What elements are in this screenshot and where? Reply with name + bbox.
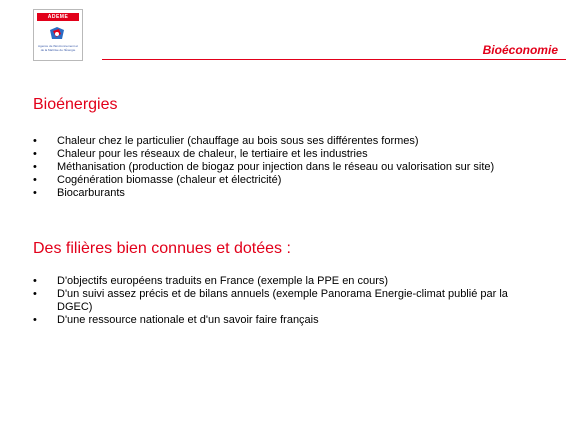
bioenergies-list bbox=[33, 135, 543, 200]
section-name: Bioéconomie bbox=[482, 43, 558, 57]
list-item: • Biocarburants bbox=[33, 187, 543, 200]
logo-caption: Agence de l'Environnement et de la Maîtrise de l'Énergie bbox=[38, 44, 78, 52]
list-item: • D'un suivi assez précis et de bilans annuels (exemple Panorama Energie-climat publié par la DGEC) bbox=[33, 288, 543, 314]
ademe-emblem-icon bbox=[48, 26, 66, 42]
list-item: • Chaleur pour les réseaux de chaleur, le tertiaire et les industries bbox=[33, 148, 543, 161]
list-item: • D'une ressource nationale et d'un savoir faire français bbox=[33, 314, 543, 327]
logo-brand: ADEME bbox=[37, 13, 79, 21]
list-item: • Méthanisation (production de biogaz pour injection dans le réseau ou valorisation sur site) bbox=[33, 161, 543, 174]
list-item: • Chaleur chez le particulier (chauffage au bois sous ses différentes formes) bbox=[33, 135, 543, 148]
ademe-logo bbox=[33, 9, 83, 61]
list-item: • Cogénération biomasse (chaleur et électricité) bbox=[33, 174, 543, 187]
list-item: • D'objectifs européens traduits en France (exemple la PPE en cours) bbox=[33, 275, 543, 288]
filieres-list bbox=[33, 275, 543, 327]
section-title-filieres: Des filières bien connues et dotées : bbox=[33, 240, 291, 257]
section-title-bioenergies: Bioénergies bbox=[33, 96, 118, 113]
header-divider bbox=[102, 59, 566, 60]
